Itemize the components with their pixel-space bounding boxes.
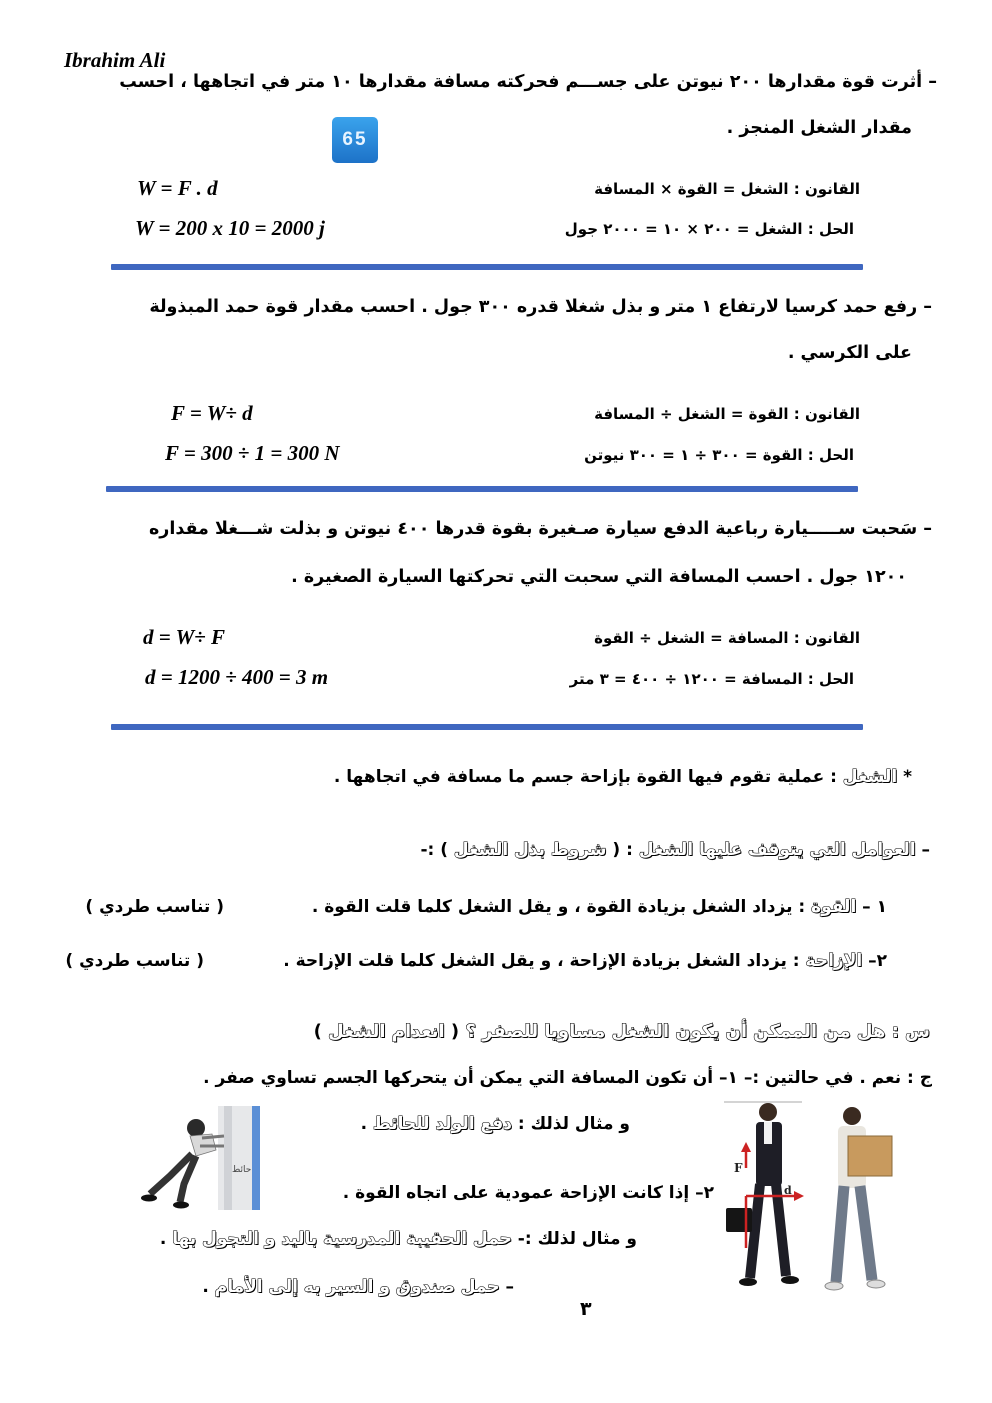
example-2-text: حمل الحقيبة المدرسية باليد و التجول بها xyxy=(172,1229,512,1249)
factors-suffix: ) :- xyxy=(420,840,454,860)
answer-line-2: ٢– إذا كانت الإزاحة عمودية على اتجاه القوة . xyxy=(342,1183,714,1203)
zero-work-question xyxy=(314,1021,930,1042)
factor-2-text: : يزداد الشغل بزيادة الإزاحة ، و يقل الشغل كلما قلت الإزاحة . xyxy=(283,951,806,971)
problem-2-solution-arabic: الحل : القوة = ٣٠٠ ÷ ١ = ٣٠٠ نيوتن xyxy=(584,446,854,464)
factor-item-force xyxy=(312,897,887,917)
separator-3 xyxy=(111,724,863,730)
factor-2-number: ٢– xyxy=(862,951,887,971)
answer-line-1: ج : نعم . في حالتين :– ١– أن تكون المسافة التي يمكن أن يتحركها الجسم تساوي صفر . xyxy=(203,1068,932,1088)
problem-1-solution-formula: W = 200 x 10 = 2000 j xyxy=(135,216,325,240)
answer-example-2 xyxy=(160,1229,637,1249)
example-3-text: حمل صندوق و السير به إلى الأمام xyxy=(214,1277,500,1297)
problem-2-solution-formula: F = 300 ÷ 1 = 300 N xyxy=(165,441,340,465)
displacement-label: d xyxy=(784,1184,792,1197)
problem-1-question-line-2: مقدار الشغل المنجز . xyxy=(726,118,912,138)
problem-3-question-line-1: – سَحبت ســـــيارة رباعية الدفع سيارة صـغيرة بقوة قدرها ٤٠٠ نيوتن و بذلت شـــغلا مقداره xyxy=(148,519,932,539)
problem-1-solution-arabic: الحل : الشغل = ٢٠٠ × ١٠ = ٢٠٠٠ جول xyxy=(564,220,854,238)
factors-prefix: – xyxy=(915,840,930,860)
factor-1-text: : يزداد الشغل بزيادة القوة ، و يقل الشغل كلما قلت القوة . xyxy=(311,897,812,917)
problem-3-law-formula: d = W÷ F xyxy=(143,625,226,649)
answer-example-3 xyxy=(202,1277,514,1297)
separator-1 xyxy=(111,264,863,270)
question-text: هل من الممكن أن يكون الشغل مساويا للصفر ؟ xyxy=(465,1021,886,1042)
problem-2-law-formula: F = W÷ d xyxy=(171,401,253,425)
definition-term: الشغل xyxy=(842,767,898,787)
definition-prefix: * xyxy=(897,767,912,787)
answer-example-1 xyxy=(361,1114,630,1134)
factor-2-note: ( تناسب طردي ) xyxy=(65,951,204,971)
definition-text: : عملية تقوم فيها القوة بإزاحة جسم ما مسافة في اتجاهها . xyxy=(333,767,843,787)
factor-1-number: ١ – xyxy=(856,897,887,917)
factor-1-note: ( تناسب طردي ) xyxy=(85,897,224,917)
problem-3-question-line-2: ١٢٠٠ جول . احسب المسافة التي سحبت التي تحركتها السيارة الصغيرة . xyxy=(291,567,907,587)
problem-1-question-line-1: – أثرت قوة مقدارها ٢٠٠ نيوتن على جســـم فحركته مسافة مقدارها ١٠ متر في اتجاهها ، احسب xyxy=(119,72,937,92)
question-paren-open: ( xyxy=(444,1021,466,1042)
factors-title: العوامل التي يتوقف عليها الشغل xyxy=(638,840,916,860)
problem-3-law-arabic: القانون : المسافة = الشغل ÷ القوة xyxy=(594,629,860,647)
force-label: F xyxy=(734,1161,743,1175)
problem-2-question-line-1: – رفع حمد كرسيا لارتفاع ١ متر و بذل شغلا قدره ٣٠٠ جول . احسب مقدار قوة حمد المبذولة xyxy=(149,297,932,317)
example-1-text: دفع الولد للحائط xyxy=(373,1114,512,1134)
factors-heading xyxy=(420,840,930,860)
wall-label: حائط xyxy=(232,1165,252,1175)
factor-2-term: الإزاحة xyxy=(805,951,863,971)
factors-subtitle: شروط بذل الشغل xyxy=(453,840,607,860)
question-note: انعدام الشغل xyxy=(328,1021,445,1042)
problem-1-law-arabic: القانون : الشغل = القوة × المسافة xyxy=(594,180,860,198)
problem-3-solution-formula: d = 1200 ÷ 400 = 3 m xyxy=(145,665,329,689)
factor-item-displacement xyxy=(283,951,887,971)
example-1-prefix: و مثال لذلك : xyxy=(511,1114,630,1134)
problem-3-solution-arabic: الحل : المسافة = ١٢٠٠ ÷ ٤٠٠ = ٣ متر xyxy=(569,670,854,688)
page-number: ٣ xyxy=(580,1298,592,1320)
example-1-end: . xyxy=(360,1114,374,1134)
work-definition xyxy=(334,767,912,787)
problem-2-law-arabic: القانون : القوة = الشغل ÷ المسافة xyxy=(594,405,860,423)
separator-2 xyxy=(106,486,858,492)
factor-1-term: القوة xyxy=(811,897,857,917)
example-3-prefix: – xyxy=(499,1277,514,1297)
factors-mid: : ( xyxy=(606,840,639,860)
boy-pushing-wall-illustration xyxy=(140,1106,260,1210)
example-3-end: . xyxy=(202,1277,215,1297)
author-name: Ibrahim Ali xyxy=(64,48,166,72)
men-carrying-objects-illustration xyxy=(724,1098,904,1296)
problem-1-law-formula: W = F . d xyxy=(137,176,218,200)
question-label: س : xyxy=(885,1021,930,1042)
problem-2-question-line-2: على الكرسي . xyxy=(787,343,912,363)
example-2-prefix: و مثال لذلك :- xyxy=(511,1229,637,1249)
question-paren-close: ) xyxy=(313,1021,329,1042)
example-2-end: . xyxy=(159,1229,173,1249)
page-badge: 65 xyxy=(332,117,378,163)
